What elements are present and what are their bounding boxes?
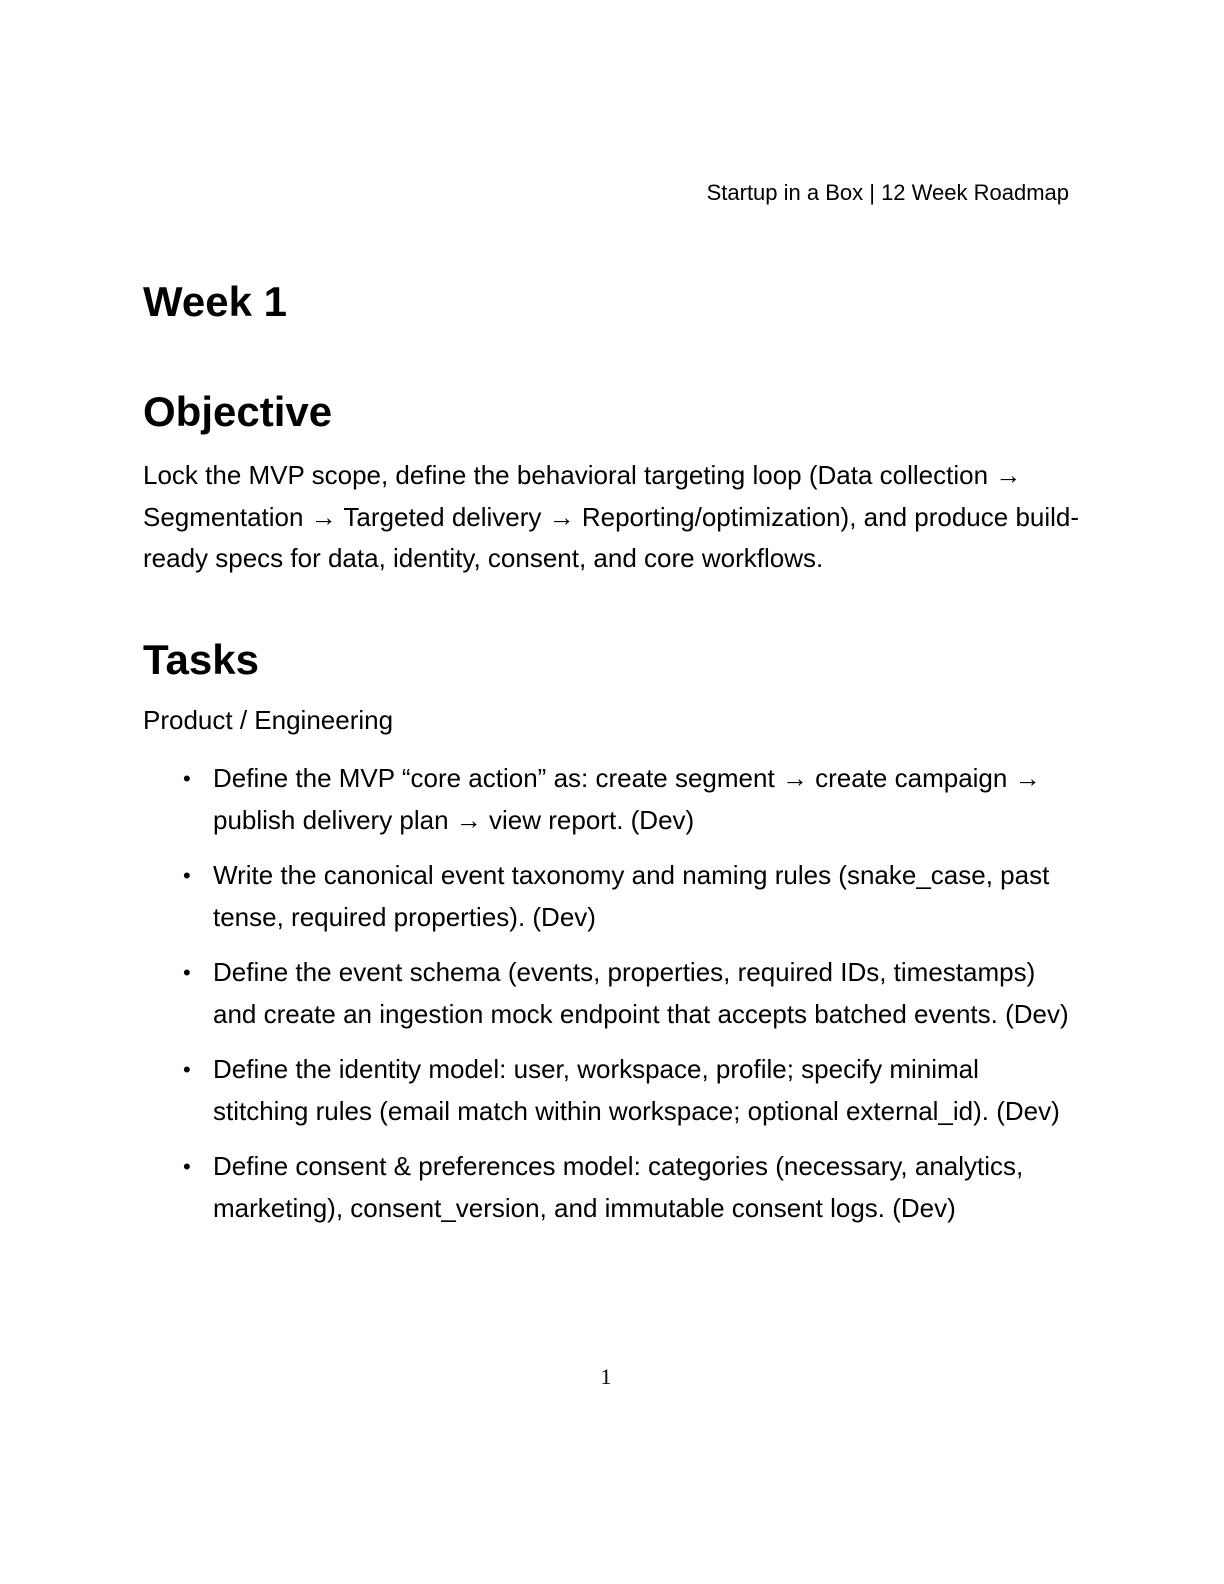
task-item bbox=[143, 758, 1073, 841]
task-text: Define the event schema (events, properties, required IDs, timestamps) and create an ingestion mock endpoint that accepts batched events. (Dev) bbox=[213, 957, 1069, 1029]
task-text: Write the canonical event taxonomy and naming rules (snake_case, past tense, required properties). (Dev) bbox=[213, 860, 1050, 932]
task-item bbox=[143, 1049, 1073, 1132]
task-list bbox=[143, 758, 1073, 1243]
tasks-heading: Tasks bbox=[143, 636, 259, 683]
page-number: 1 bbox=[600, 1364, 612, 1389]
task-text: Define consent & preferences model: categories (necessary, analytics, marketing), consent_version, and immutable consent logs. (Dev) bbox=[213, 1151, 1024, 1223]
task-item bbox=[143, 1146, 1073, 1229]
task-text: Define the identity model: user, workspace, profile; specify minimal stitching rules (email match within workspace; optional external_id). (Dev) bbox=[213, 1054, 1060, 1126]
bullet-icon: • bbox=[183, 1057, 191, 1082]
week-title: Week 1 bbox=[143, 278, 287, 325]
bullet-icon: • bbox=[183, 766, 191, 791]
task-group-label: Product / Engineering bbox=[143, 705, 394, 735]
task-text: Define the MVP “core action” as: create segment → create campaign → publish delivery plan → view report. (Dev) bbox=[213, 763, 1041, 835]
task-item bbox=[143, 952, 1073, 1035]
running-header: Startup in a Box | 12 Week Roadmap bbox=[706, 180, 1069, 205]
bullet-icon: • bbox=[183, 863, 191, 888]
objective-heading: Objective bbox=[143, 388, 333, 435]
task-item bbox=[143, 855, 1073, 938]
objective-body: Lock the MVP scope, define the behavioral targeting loop (Data collection → Segmentation → Targeted delivery → Reporting/optimization), and produce build-ready specs for data, identity, consent, and core workflows. bbox=[143, 460, 1080, 573]
bullet-icon: • bbox=[183, 960, 191, 985]
bullet-icon: • bbox=[183, 1154, 191, 1179]
